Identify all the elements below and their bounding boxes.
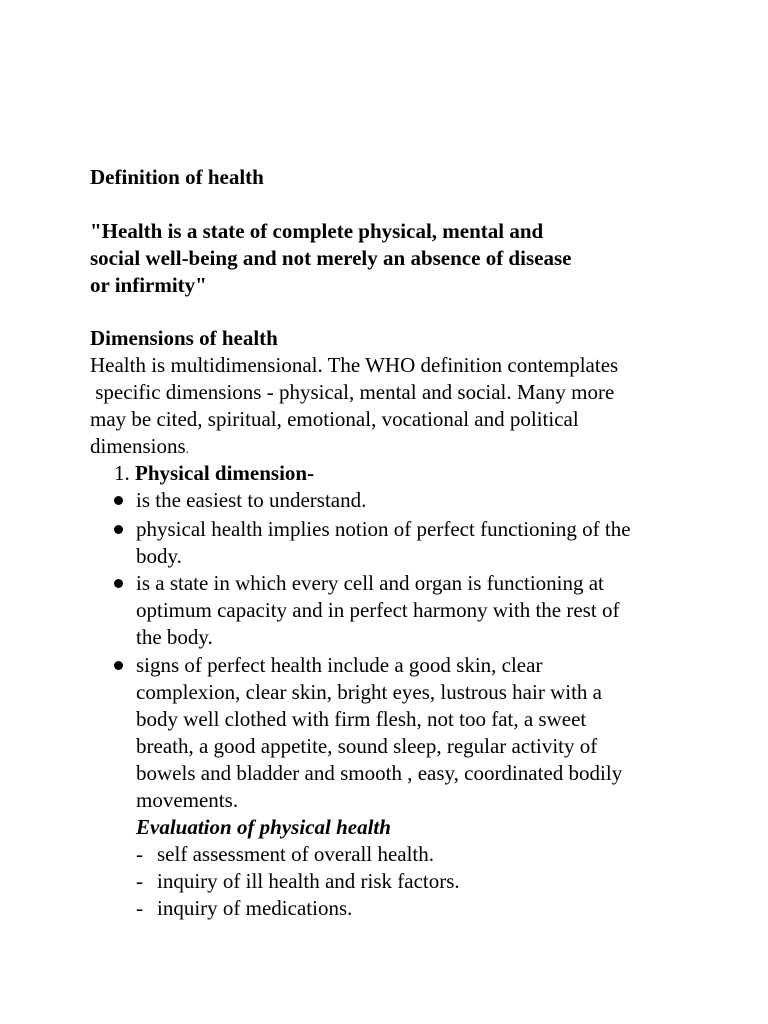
list-item-line: is a state in which every cell and organ is functioning at	[136, 571, 604, 595]
evaluation-item-text: inquiry of medications.	[157, 896, 353, 920]
evaluation-item-text: inquiry of ill health and risk factors.	[157, 869, 460, 893]
list-item-text	[136, 487, 681, 514]
document-title: Definition of health	[90, 165, 264, 189]
list-item-line: the body.	[136, 625, 213, 649]
bullet-icon	[114, 661, 123, 670]
dimensions-paragraph	[90, 352, 690, 462]
quote-line: "Health is a state of complete physical, mental and	[90, 219, 544, 243]
paragraph-line: Health is multidimensional. The WHO definition contemplates	[90, 353, 619, 377]
list-item-line: movements.	[136, 788, 239, 812]
quote-line: or infirmity"	[90, 273, 207, 297]
list-item-line: bowels and bladder and smooth , easy, coordinated bodily	[136, 761, 623, 785]
paragraph-line-text: dimensions	[90, 434, 186, 458]
evaluation-item-text: self assessment of overall health.	[157, 842, 434, 866]
bullet-icon	[114, 579, 123, 588]
numbered-item-physical-dimension	[114, 460, 314, 487]
list-item-line: signs of perfect health include a good skin, clear	[136, 653, 543, 677]
dash-marker: -	[136, 869, 143, 893]
bullet-icon	[114, 496, 123, 505]
list-item-line: body well clothed with firm flesh, not too fat, a sweet	[136, 707, 587, 731]
list-item-line: is the easiest to understand.	[136, 488, 367, 512]
paragraph-line	[90, 433, 690, 462]
list-item-line: physical health implies notion of perfect functioning of the	[136, 517, 631, 541]
list-item-line: breath, a good appetite, sound sleep, regular activity of	[136, 734, 598, 758]
quote-line: social well-being and not merely an absence of disease	[90, 246, 572, 270]
bullet-icon	[114, 525, 123, 534]
list-item-line: optimum capacity and in perfect harmony with the rest of	[136, 598, 620, 622]
list-item-line: body.	[136, 544, 182, 568]
who-definition-quote	[90, 218, 650, 299]
trailing-period: .	[185, 441, 189, 456]
item-label: Physical dimension-	[135, 461, 315, 485]
item-number: 1.	[114, 461, 130, 485]
list-item-text	[136, 652, 681, 814]
paragraph-line: may be cited, spiritual, emotional, vocational and political	[90, 407, 579, 431]
dash-marker: -	[136, 842, 143, 866]
list-item-text	[136, 570, 681, 651]
list-item-text	[136, 516, 681, 570]
paragraph-line: specific dimensions - physical, mental and social. Many more	[90, 380, 615, 404]
dash-marker: -	[136, 896, 143, 920]
dimensions-heading: Dimensions of health	[90, 326, 278, 350]
list-item-line: complexion, clear skin, bright eyes, lustrous hair with a	[136, 680, 602, 704]
evaluation-heading: Evaluation of physical health	[136, 815, 391, 839]
